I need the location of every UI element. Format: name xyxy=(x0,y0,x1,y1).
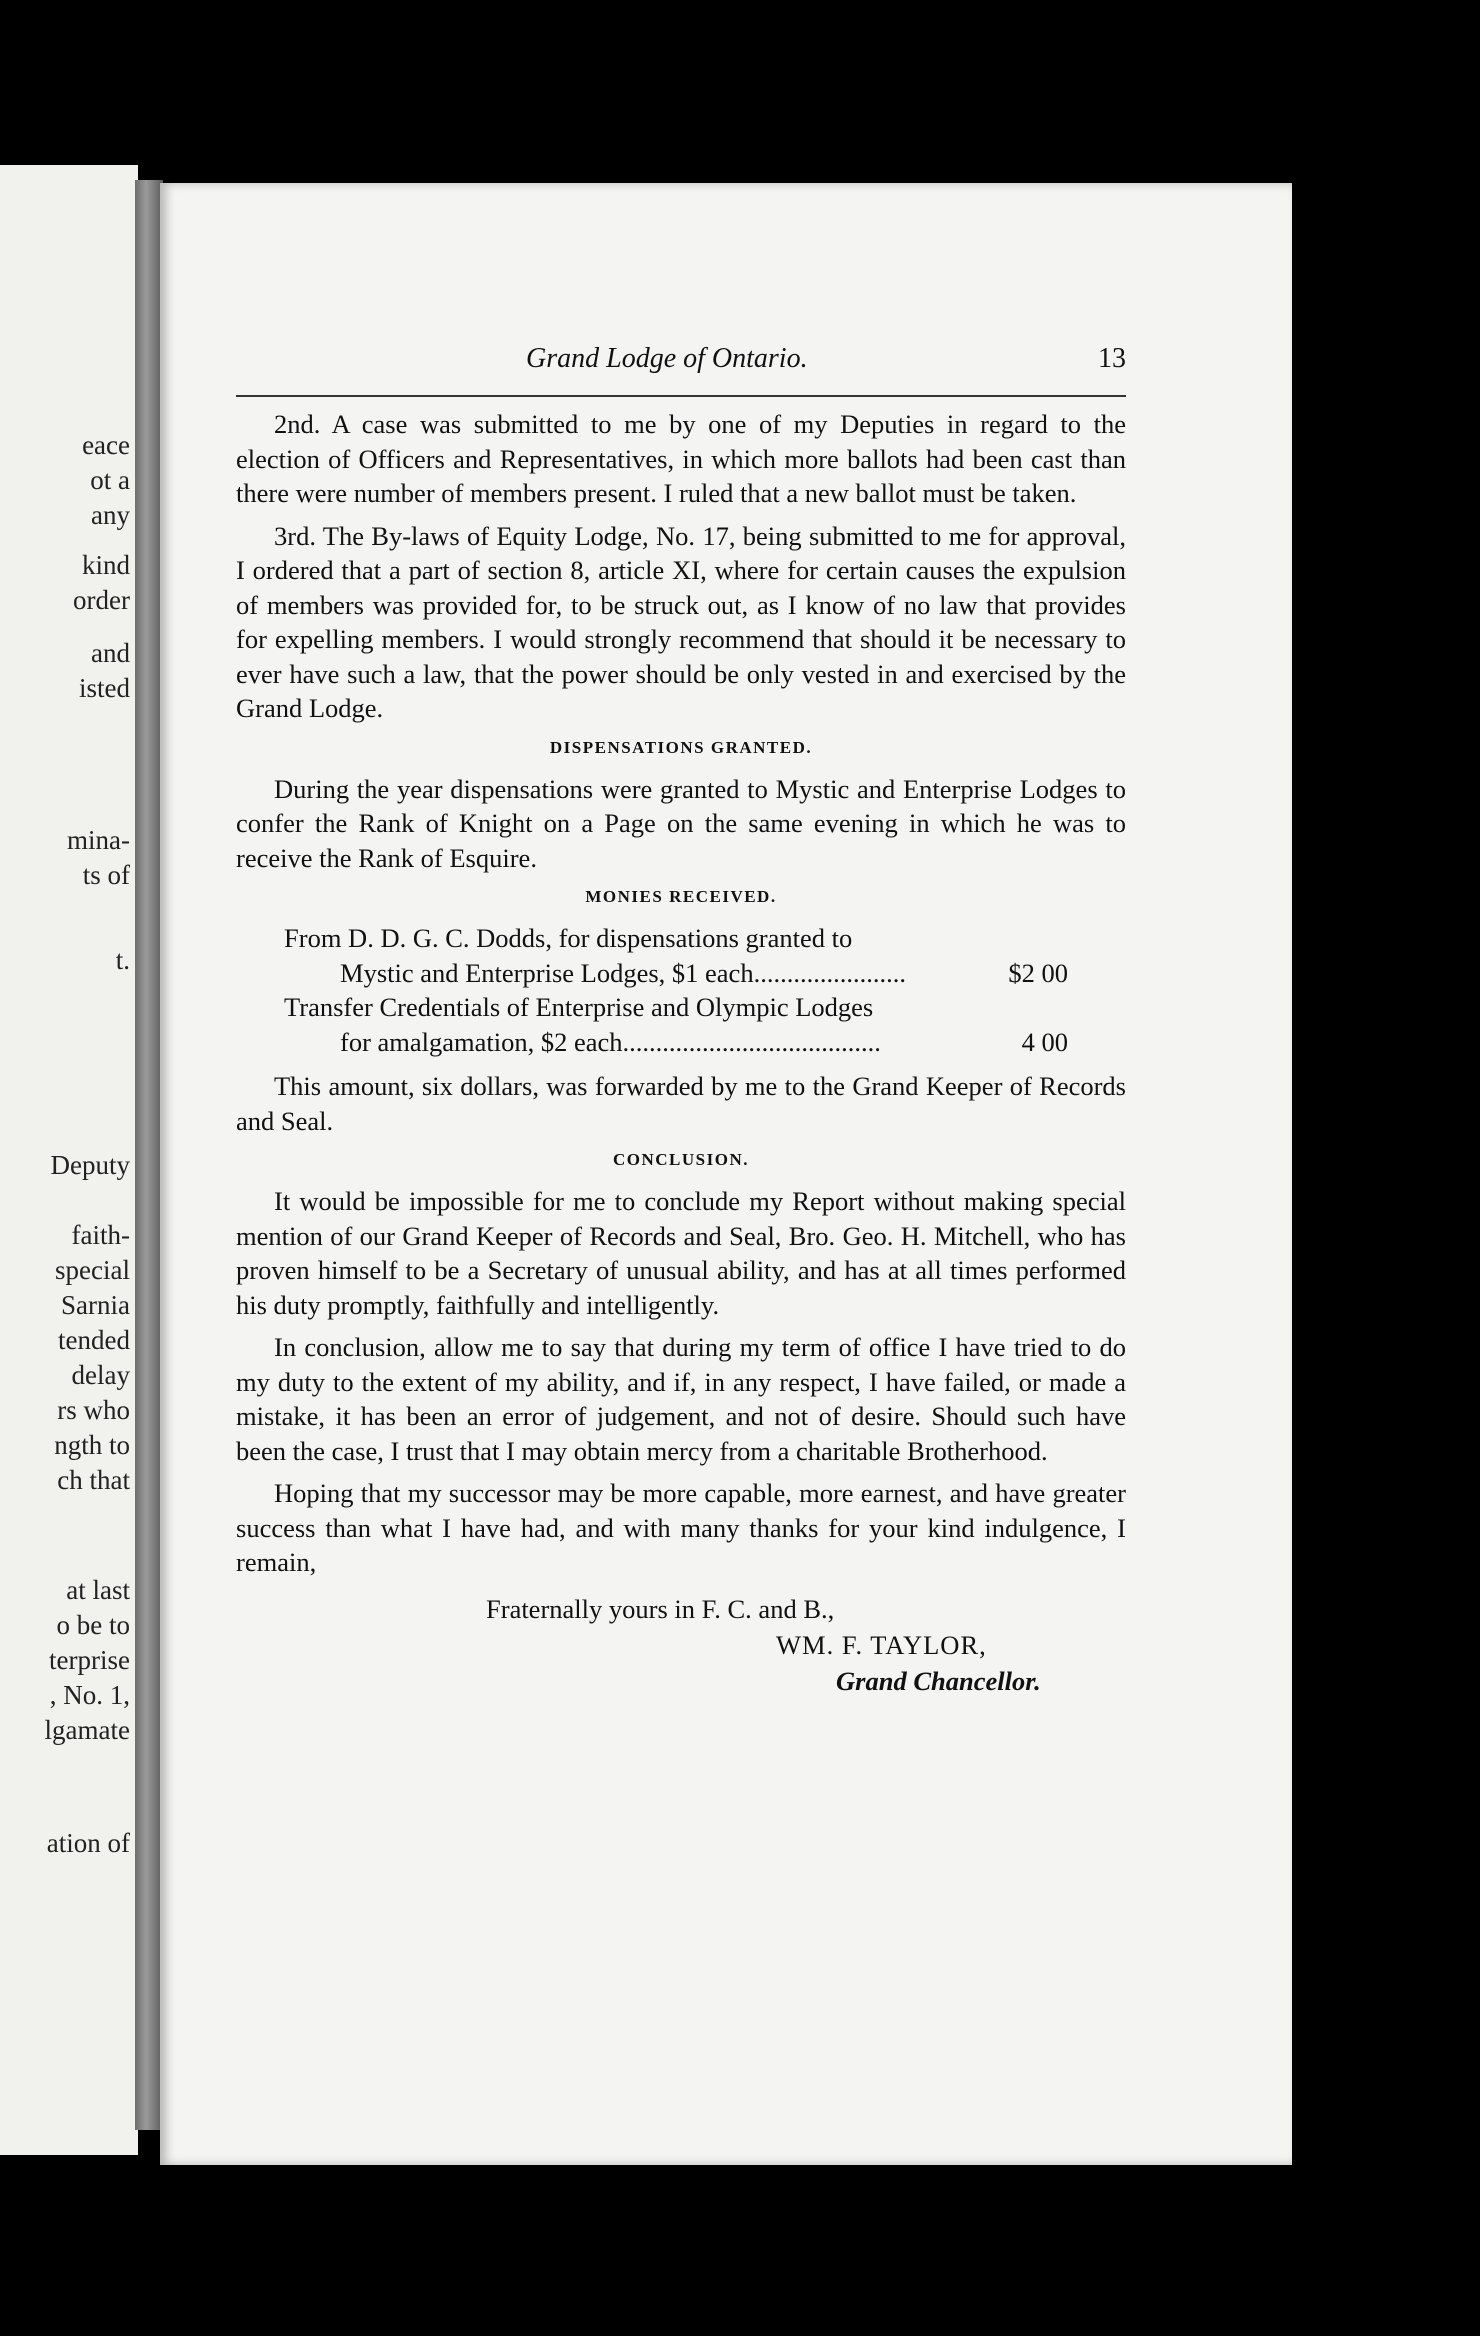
monies-row xyxy=(236,921,1126,956)
margin-fragment: special xyxy=(55,1255,130,1285)
closing-line: Fraternally yours in F. C. and B., xyxy=(486,1593,835,1624)
margin-fragment: mina- xyxy=(67,825,130,855)
facing-page-edge xyxy=(0,165,138,2155)
page-content xyxy=(236,343,1126,1714)
margin-fragment: any xyxy=(91,500,130,530)
paragraph-conclusion-3: Hoping that my successor may be more capable, more earnest, and have greater success than what I have had, and with many thanks for your kind indulgence, I remain, xyxy=(236,1478,1126,1577)
signer-title: Grand Chancellor. xyxy=(836,1665,1041,1696)
signoff-block xyxy=(236,1594,1126,1714)
book-gutter xyxy=(135,180,163,2130)
paragraph-monies-forwarded: This amount, six dollars, was forwarded by me to the Grand Keeper of Records and Seal. xyxy=(236,1071,1126,1136)
header-rule xyxy=(236,395,1126,397)
margin-fragment: and xyxy=(91,638,130,668)
document-page xyxy=(160,183,1292,2165)
heading-monies-received: MONIES RECEIVED. xyxy=(585,887,777,906)
monies-item-text: Transfer Credentials of Enterprise and Olympic Lodges xyxy=(284,992,874,1022)
margin-fragment: ngth to xyxy=(54,1430,130,1460)
margin-fragment: delay xyxy=(71,1360,130,1390)
margin-fragment: Deputy xyxy=(50,1150,130,1180)
monies-item-text: Mystic and Enterprise Lodges, $1 each....................... xyxy=(340,957,906,988)
margin-fragment: ts of xyxy=(82,860,130,890)
margin-fragment: faith- xyxy=(71,1220,130,1250)
margin-fragment: eace xyxy=(82,430,130,460)
monies-amount: $2 00 xyxy=(1008,957,1068,988)
heading-conclusion: CONCLUSION. xyxy=(613,1150,749,1169)
margin-fragment: Sarnia xyxy=(61,1290,130,1320)
monies-item-text: From D. D. G. C. Dodds, for dispensations granted to xyxy=(284,923,853,953)
monies-row xyxy=(236,956,1126,991)
margin-fragment: o be to xyxy=(56,1610,130,1640)
running-title: Grand Lodge of Ontario. xyxy=(526,343,808,374)
margin-fragment: ch that xyxy=(57,1465,130,1495)
monies-item-text: for amalgamation, $2 each....................................... xyxy=(340,1026,881,1057)
margin-fragment: rs who xyxy=(57,1395,130,1425)
margin-fragment: at last xyxy=(66,1575,130,1605)
margin-fragment: , No. 1, xyxy=(49,1680,130,1710)
monies-amount: 4 00 xyxy=(1021,1026,1068,1057)
running-header xyxy=(236,343,1126,387)
margin-fragment: order xyxy=(73,585,130,615)
margin-fragment: isted xyxy=(79,673,130,703)
paragraph-conclusion-1: It would be impossible for me to conclude my Report without making special mention of our Grand Keeper of Records and Seal, Bro. Geo. H. Mitchell, who has proven himself to be a Secretary of unusual ability, and has at all times performed his duty promptly, faithfully and intelligently. xyxy=(236,1186,1126,1320)
monies-row xyxy=(236,1025,1126,1060)
margin-fragment: terprise xyxy=(49,1645,130,1675)
paragraph-third-bylaws: 3rd. The By-laws of Equity Lodge, No. 17, being submitted to me for approval, I ordered that a part of section 8, article XI, where for certain causes the expulsion of members was provided for, to be struck out, as I know of no law that provides for expelling members. I would strongly recommend that should it be necessary to ever have such a law, that the power should be only vested in and exercised by the Grand Lodge. xyxy=(236,520,1126,723)
paragraph-conclusion-2: In conclusion, allow me to say that during my term of office I have tried to do my duty to the extent of my ability, and if, in any respect, I have failed, or made a mistake, it has been an error of judgement, and not of desire. Should such have been the case, I trust that I may obtain mercy from a charitable Brotherhood. xyxy=(236,1332,1126,1466)
paragraph-dispensations: During the year dispensations were granted to Mystic and Enterprise Lodges to confer the Rank of Knight on a Page on the same evening in which he was to receive the Rank of Esquire. xyxy=(236,773,1126,873)
monies-row xyxy=(236,990,1126,1025)
margin-fragment: ation of xyxy=(46,1828,130,1858)
heading-dispensations: DISPENSATIONS GRANTED. xyxy=(549,737,813,757)
paragraph-second-case: 2nd. A case was submitted to me by one of my Deputies in regard to the election of Officers and Representatives, in which more ballots had been cast than there were number of members present. I ruled that a new ballot must be taken. xyxy=(236,409,1126,508)
page-number: 13 xyxy=(1098,343,1126,374)
margin-fragment: tended xyxy=(58,1325,130,1355)
margin-fragment: lgamate xyxy=(44,1715,130,1745)
margin-fragment: ot a xyxy=(90,465,130,495)
signer-name: WM. F. TAYLOR, xyxy=(776,1629,987,1660)
margin-fragment: kind xyxy=(81,550,130,580)
margin-fragment: t. xyxy=(115,945,130,975)
